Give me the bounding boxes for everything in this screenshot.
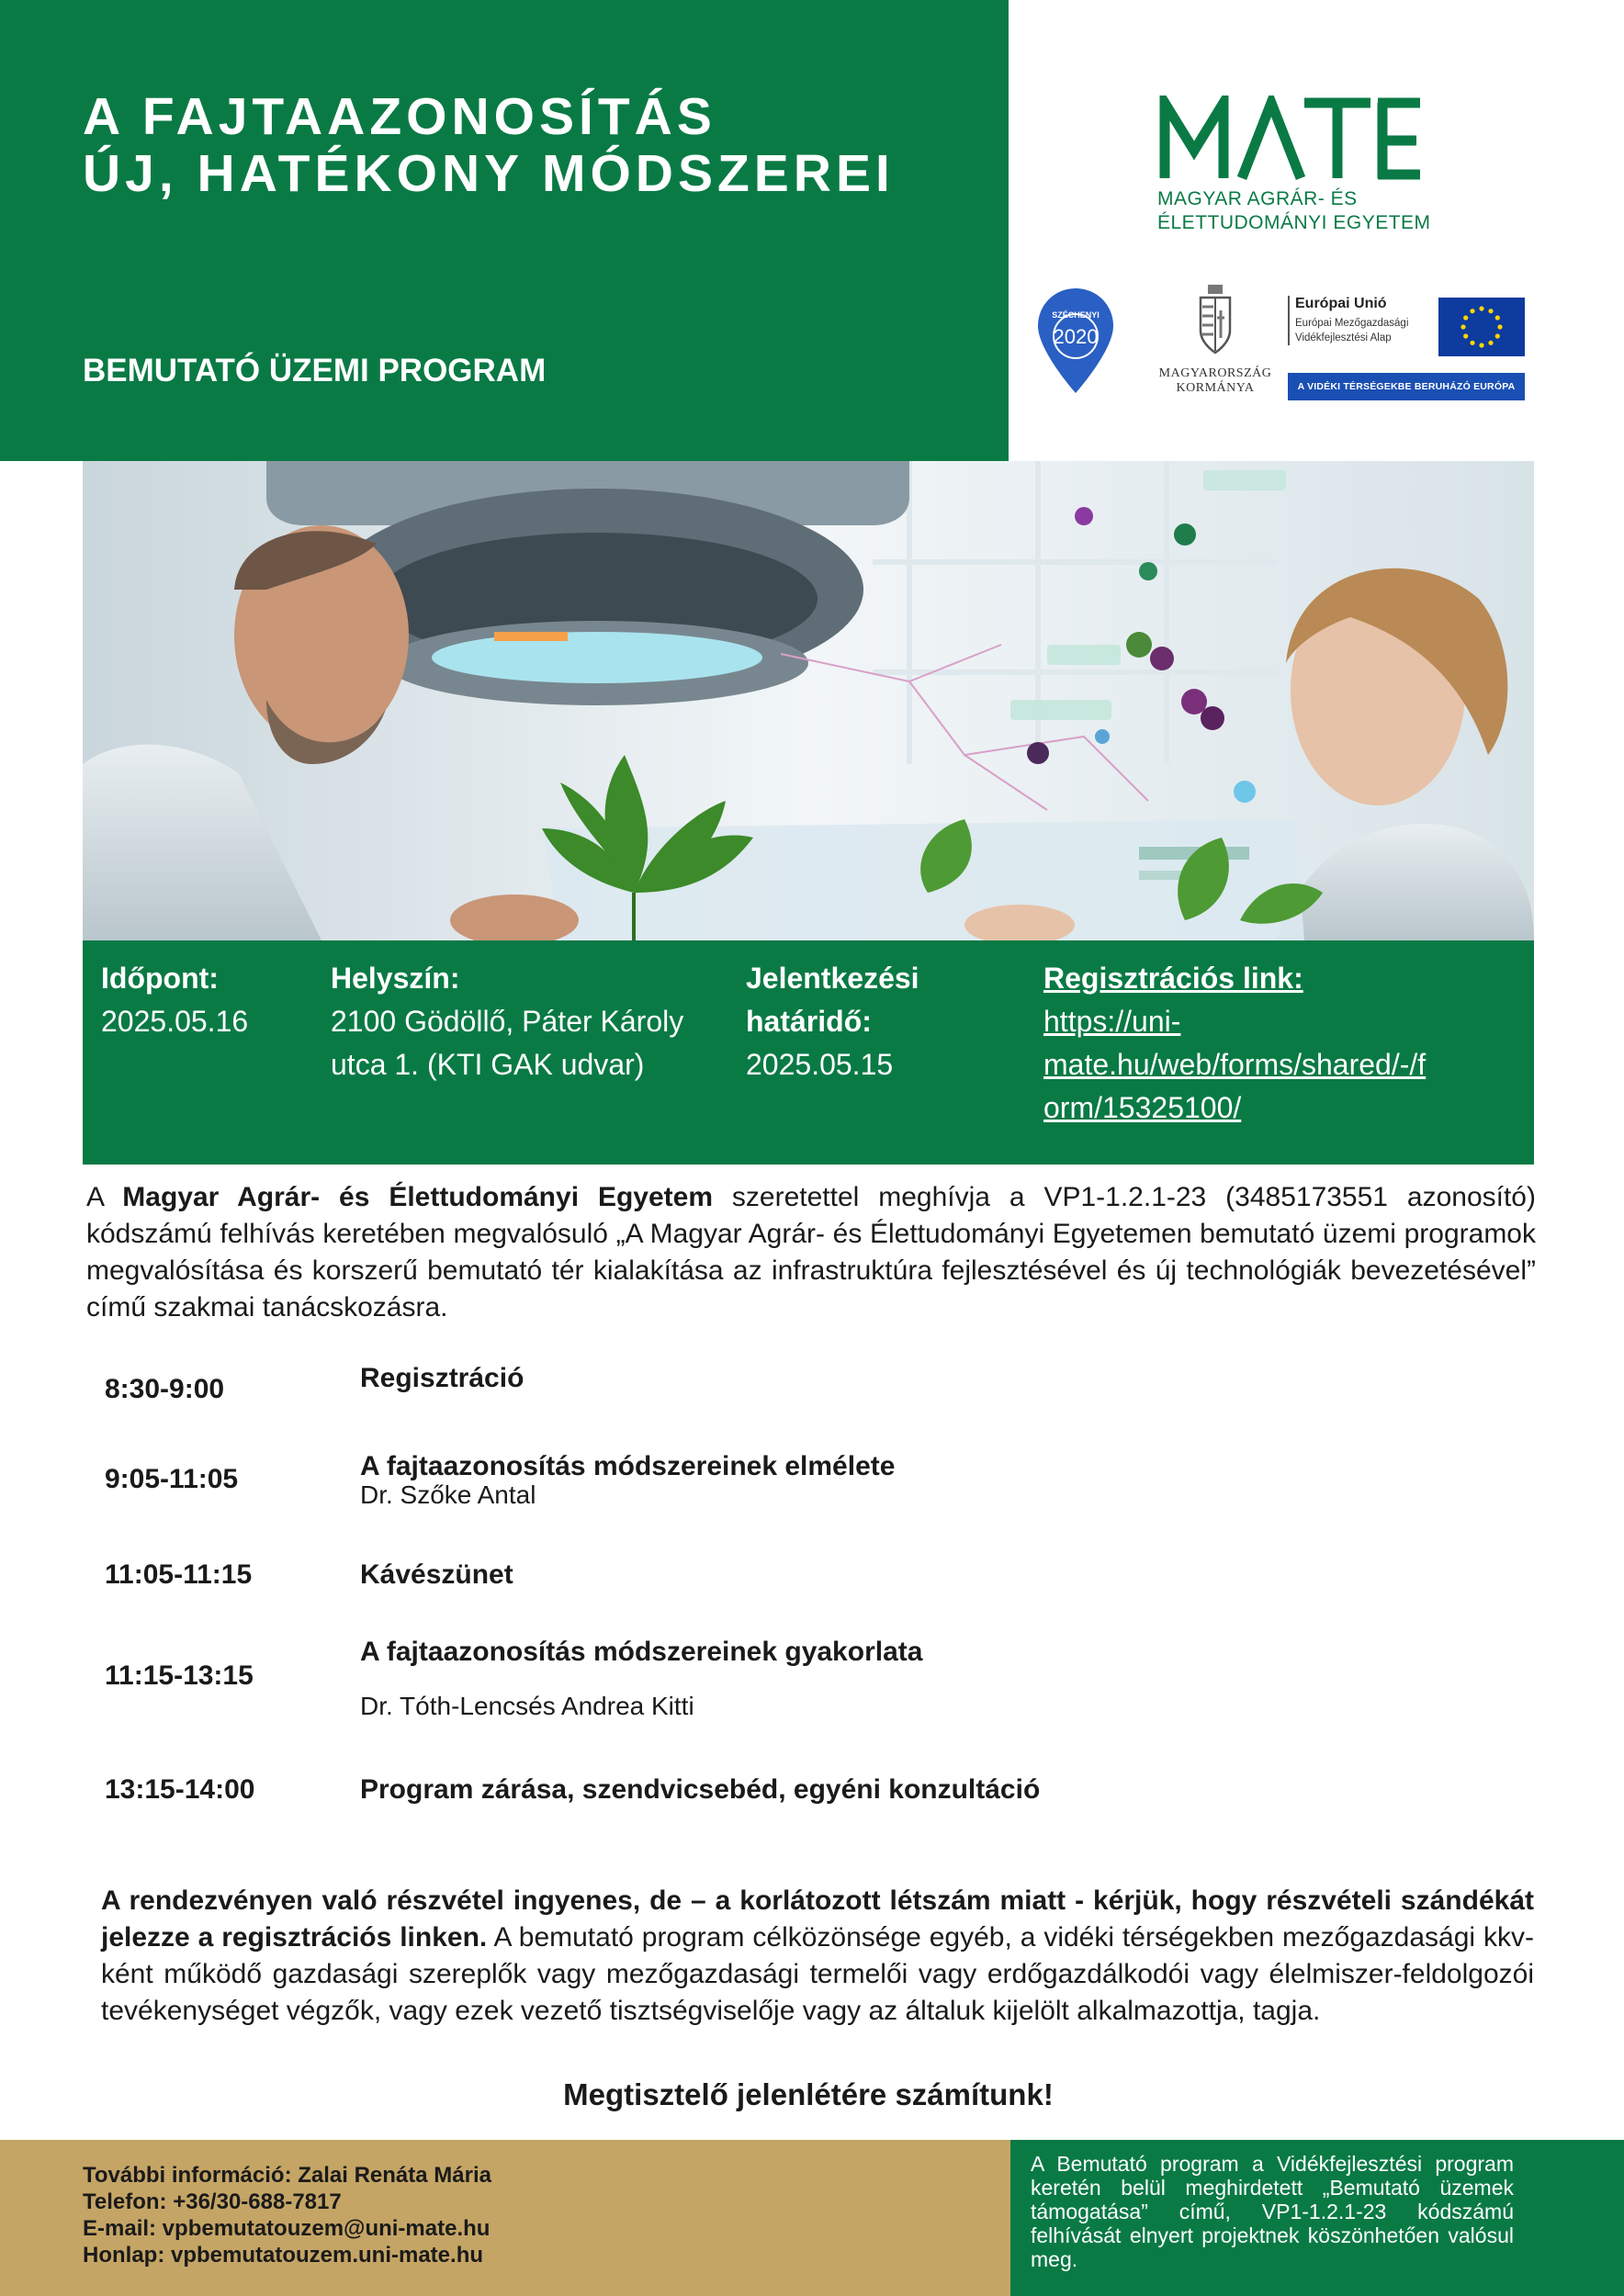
schedule-time: 9:05-11:05 xyxy=(105,1464,239,1494)
deadline-label-line-1: Jelentkezési xyxy=(746,962,919,995)
eu-sub-line-2: Vidékfejlesztési Alap xyxy=(1295,332,1392,343)
schedule-title: Regisztráció xyxy=(360,1363,524,1393)
eu-title: Európai Unió xyxy=(1295,296,1387,311)
deadline-label-line-2: határidő: xyxy=(746,1005,872,1038)
eu-sub-line-1: Európai Mezőgazdasági xyxy=(1295,318,1409,329)
contact-person: További információ: Zalai Renáta Mária xyxy=(83,2163,491,2188)
contact-phone[interactable]: Telefon: +36/30-688-7817 xyxy=(83,2189,342,2214)
page-subtitle: BEMUTATÓ ÜZEMI PROGRAM xyxy=(83,353,547,388)
participation-text: A bemutató program célközönsége egyéb, a vidéki térségekben mezőgazdasági kkv-ként működő gazdasági szereplők vagy mezőgazdasági termelői vagy erdőgazdálkodói vagy élelmiszer-feldolgozói tevékenységet végzők, vagy ezek vezető tisztségviselője vagy az általuk kijelölt alkalmazottja, tagja. xyxy=(101,1922,1534,2026)
info-place xyxy=(331,957,735,1086)
mate-name-line-2: ÉLETTUDOMÁNYI EGYETEM xyxy=(1157,212,1431,233)
schedule-title: Kávészünet xyxy=(360,1559,513,1590)
eu-subtitle xyxy=(1295,316,1435,345)
government-name-line-1: MAGYARORSZÁG xyxy=(1158,366,1272,380)
header-banner xyxy=(0,0,1009,461)
lab-scientists-illustration xyxy=(83,461,1534,940)
mate-logo[interactable] xyxy=(1157,96,1433,235)
eu-fund-logo[interactable] xyxy=(1288,296,1525,400)
time-value: 2025.05.16 xyxy=(101,1005,249,1038)
eu-band-text: A VIDÉKI TÉRSÉGEKBE BERUHÁZÓ EURÓPA xyxy=(1288,373,1525,400)
closing-tagline: Megtisztelő jelenlétére számítunk! xyxy=(563,2077,1054,2111)
schedule-speaker: Dr. Szőke Antal xyxy=(360,1480,536,1509)
government-name-line-2: KORMÁNYA xyxy=(1176,381,1255,395)
intro-organization: Magyar Agrár- és Élettudományi Egyetem xyxy=(122,1182,713,1212)
place-value-line-1: 2100 Gödöllő, Páter Károly xyxy=(331,1005,684,1038)
hero-photo xyxy=(83,461,1534,940)
participation-bold: A rendezvényen való részvétel ingyenes, de – a korlátozott létszám miatt - kérjük, hogy részvételi szándékát jelezze a regisztrációs linken. xyxy=(101,1885,1534,1953)
funding-note: A Bemutató program a Vidékfejlesztési program keretén belül meghirdetett „Bemutató üzemek támogatása” című, VP1-1.2.1-23 kódszámú felhívását elnyert projektnek köszönhetően valósul meg. xyxy=(1031,2152,1514,2271)
schedule-time: 13:15-14:00 xyxy=(105,1774,255,1805)
registration-label: Regisztrációs link: xyxy=(1043,962,1303,995)
schedule-time: 11:05-11:15 xyxy=(105,1559,253,1590)
schedule-title: A fajtaazonosítás módszereinek elmélete xyxy=(360,1451,896,1481)
szechenyi-label: SZÉCHENYI xyxy=(1052,310,1100,320)
szechenyi-pin-icon xyxy=(1036,287,1115,395)
contact-website[interactable]: Honlap: vpbemutatouzem.uni-mate.hu xyxy=(83,2243,484,2268)
registration-link[interactable] xyxy=(1043,1000,1521,1130)
event-info-bar xyxy=(83,940,1534,1165)
schedule-title: Program zárása, szendvicsebéd, egyéni konzultáció xyxy=(360,1774,1041,1805)
invitation-paragraph xyxy=(86,1179,1536,1326)
intro-prefix: A xyxy=(86,1182,123,1212)
mate-logo-icon xyxy=(1157,96,1424,180)
contact-info xyxy=(83,2162,491,2268)
participation-paragraph xyxy=(101,1883,1534,2030)
contact-email[interactable]: E-mail: vpbemutatouzem@uni-mate.hu xyxy=(83,2216,491,2241)
info-registration xyxy=(1043,957,1521,1130)
deadline-value: 2025.05.15 xyxy=(746,1048,894,1081)
schedule-speaker: Dr. Tóth-Lencsés Andrea Kitti xyxy=(360,1692,694,1720)
mate-name-line-1: MAGYAR AGRÁR- ÉS xyxy=(1157,188,1358,209)
title-line-2: ÚJ, HATÉKONY MÓDSZEREI xyxy=(83,144,895,203)
eu-flag-icon xyxy=(1438,298,1525,356)
coat-of-arms-icon xyxy=(1195,283,1235,358)
intro-text: szeretettel meghívja a VP1-1.2.1-23 (3485173551 azonosító) kódszámú felhívás keretében megvalósuló „A Magyar Agrár- és Élettudományi Egyetemen bemutató üzemi programok megvalósítása és korszerű bemutató tér kialakítása az infrastruktúra fejlesztésével és új technológiák bevezetésével” című szakmai tanácskozásra. xyxy=(86,1182,1536,1322)
mate-university-name xyxy=(1157,187,1433,235)
registration-link-line-2: mate.hu/web/forms/shared/-/f xyxy=(1043,1048,1427,1081)
szechenyi-year: 2020 xyxy=(1053,325,1099,348)
registration-link-line-1: https://uni- xyxy=(1043,1005,1181,1038)
place-label: Helyszín: xyxy=(331,962,460,995)
page-title xyxy=(83,88,895,202)
schedule-time: 11:15-13:15 xyxy=(105,1660,254,1691)
szechenyi-2020-logo[interactable] xyxy=(1036,287,1115,395)
government-logo[interactable] xyxy=(1153,283,1278,396)
info-deadline xyxy=(746,957,1021,1086)
title-line-1: A FAJTAAZONOSÍTÁS xyxy=(83,87,716,146)
schedule-title: A fajtaazonosítás módszereinek gyakorlata xyxy=(360,1637,923,1667)
info-time xyxy=(101,957,312,1043)
time-label: Időpont: xyxy=(101,962,219,995)
place-value-line-2: utca 1. (KTI GAK udvar) xyxy=(331,1048,645,1081)
schedule-time: 8:30-9:00 xyxy=(105,1374,225,1404)
registration-link-line-3: orm/15325100/ xyxy=(1043,1091,1242,1124)
